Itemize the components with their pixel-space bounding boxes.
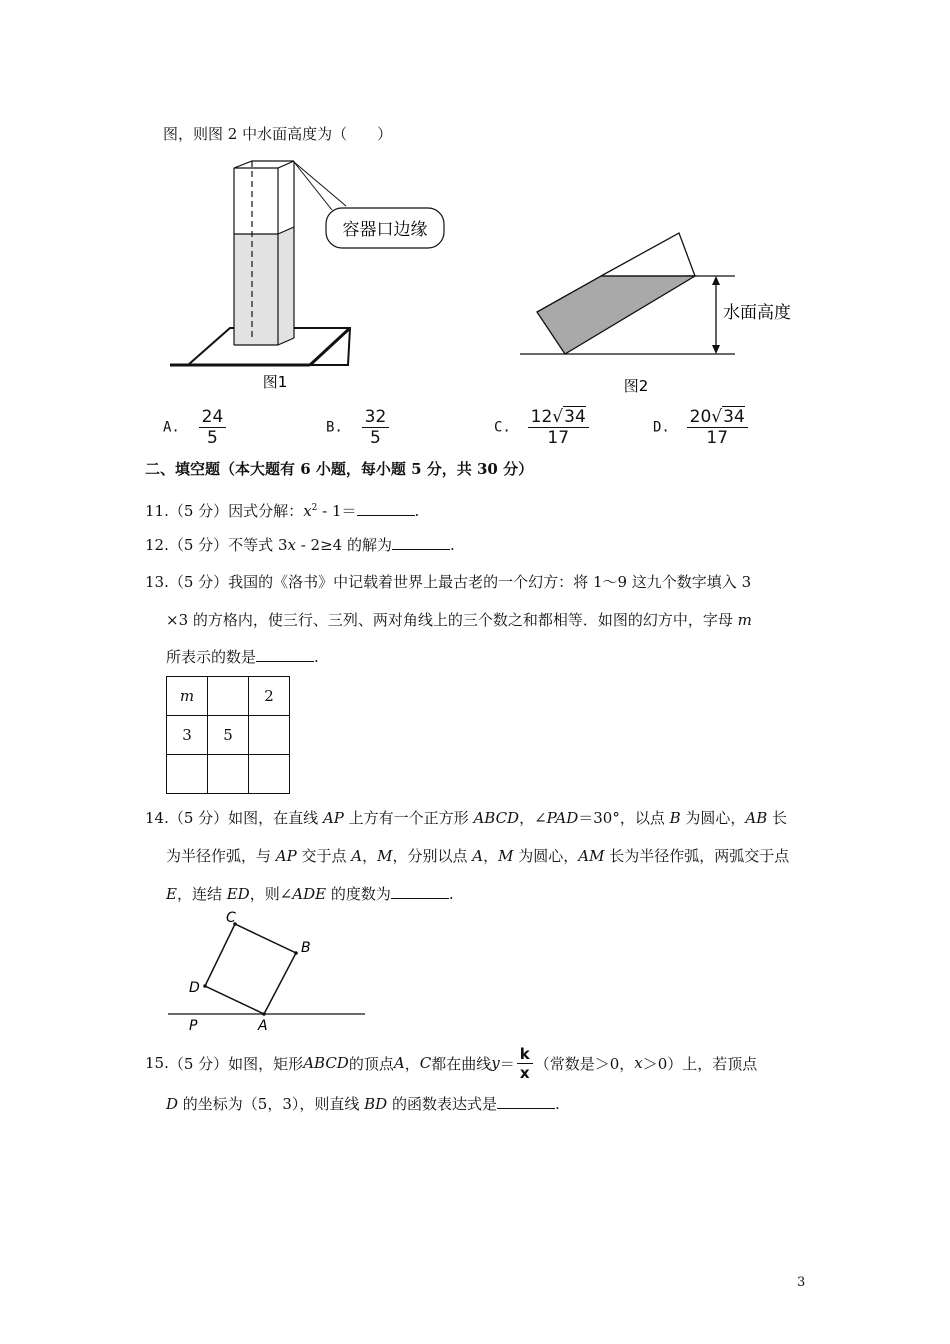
q14-var: ABCD <box>473 809 520 827</box>
fig1-callout-leader-b <box>294 162 346 206</box>
q15-text: ， <box>404 1054 420 1073</box>
q15-frac-denominator: x <box>519 1063 530 1082</box>
fig2-arrow-head-bottom <box>712 345 720 354</box>
fig2-height-label: 水面高度 <box>723 303 791 323</box>
fig2-prism-empty <box>601 233 695 276</box>
q12-number: 12. <box>145 536 169 554</box>
magic-cell: 5 <box>208 716 249 755</box>
q11-sup: 2 <box>311 503 318 513</box>
q14-var: A <box>472 847 484 865</box>
option-c-coef: 12 <box>530 407 553 427</box>
q12-end: . <box>449 536 455 554</box>
option-c-numerator: 12√34 <box>528 407 589 428</box>
q15-text: 如图，矩形 <box>228 1054 304 1073</box>
magic-cell <box>249 755 290 794</box>
option-a-numerator: 24 <box>199 407 227 428</box>
q10-stem: 图，则图 2 中水面高度为（ ） <box>163 125 393 143</box>
option-d-denominator: 17 <box>706 428 729 448</box>
fig2-water <box>537 276 695 354</box>
q15-var: C <box>419 1054 432 1072</box>
q11-answer-blank[interactable] <box>357 501 415 516</box>
q14-var: M <box>498 847 514 865</box>
q15-var: ABCD <box>303 1054 349 1072</box>
option-a[interactable] <box>163 407 226 448</box>
option-c-radicand: 34 <box>564 407 586 427</box>
q14-var: E <box>166 885 177 903</box>
magic-cell: 2 <box>249 677 290 716</box>
q14-point-b <box>294 951 298 955</box>
option-d[interactable] <box>653 407 748 448</box>
q14-var: AP <box>322 809 344 827</box>
q13-number: 13. <box>145 573 169 591</box>
option-d-letter: D. <box>653 419 670 436</box>
q14-number: 14. <box>145 809 169 827</box>
q15-text: 的函数表达式是 <box>387 1095 497 1113</box>
q14-text: ， <box>362 847 378 865</box>
option-d-coef: 20 <box>689 407 712 427</box>
option-b-fraction <box>362 407 390 448</box>
fig2-arrow-head-top <box>712 276 720 285</box>
q13-line3-text: 所表示的数是 <box>166 648 257 666</box>
q11 <box>145 498 419 521</box>
magic-square-row <box>167 755 290 794</box>
option-b-denominator: 5 <box>370 428 381 448</box>
q15-text: ＞0）上，若顶点 <box>642 1054 758 1073</box>
q14-square-abcd <box>205 924 296 1014</box>
option-c-letter: C. <box>494 419 511 436</box>
q15-number: 15. <box>145 1054 169 1072</box>
q14-score: （5 分） <box>168 809 229 827</box>
q14-text: 交于点 <box>296 847 352 865</box>
page-number: 3 <box>797 1275 806 1290</box>
q14-var: ED <box>226 885 250 903</box>
q13-line-1 <box>145 572 751 592</box>
fig1-callout-leader-a <box>294 162 332 210</box>
q14-text: ，∠ <box>519 809 547 827</box>
option-b-numerator: 32 <box>362 407 390 428</box>
q12-rest: - 2≥4 的解为 <box>295 536 392 554</box>
q12 <box>145 535 455 555</box>
q14-label-a: A <box>258 1018 268 1034</box>
q14-point-a <box>262 1012 266 1016</box>
q15-fraction <box>517 1045 533 1082</box>
q11-score: （5 分） <box>168 502 229 520</box>
q14-text: 的度数为 <box>326 885 391 903</box>
option-b[interactable] <box>326 407 389 448</box>
q11-number: 11. <box>145 502 169 520</box>
fig1-callout-text: 容器口边缘 <box>342 220 428 240</box>
q14-line-1 <box>145 808 787 828</box>
q14-label-p: P <box>189 1018 198 1034</box>
q14-line-3 <box>166 884 454 904</box>
q14-label-b: B <box>301 940 311 956</box>
q15-score: （5 分） <box>168 1054 229 1073</box>
q12-score: （5 分） <box>168 536 229 554</box>
q14-text: 为圆心， <box>680 809 746 827</box>
q13-score: （5 分） <box>168 573 229 591</box>
q12-var: x <box>287 536 296 554</box>
q13-line1-text: 我国的《洛书》中记载着世界上最古老的一个幻方：将 1～9 这九个数字填入 3 <box>228 573 752 591</box>
magic-square <box>166 676 290 794</box>
q15-text: 的坐标为（5，3），则直线 <box>178 1095 365 1113</box>
option-a-denominator: 5 <box>207 428 218 448</box>
q14-text: 长 <box>767 809 788 827</box>
fig2-caption: 图2 <box>623 377 649 395</box>
q14-var: PAD <box>546 809 579 827</box>
q11-var: x <box>303 502 312 520</box>
section-2-heading: 二、填空题（本大题有 6 小题，每小题 5 分，共 30 分） <box>145 460 534 478</box>
q15-var: D <box>166 1095 179 1113</box>
q15-var: A <box>393 1054 405 1072</box>
magic-square-row <box>167 716 290 755</box>
q14-text: ，则∠ <box>249 885 293 903</box>
q14-var: AB <box>745 809 768 827</box>
q14-label-d: D <box>189 980 200 996</box>
q14-var: M <box>377 847 393 865</box>
q13-answer-blank[interactable] <box>256 647 314 662</box>
q11-end: . <box>414 502 420 520</box>
option-d-radicand: 34 <box>723 407 745 427</box>
q13-line2-text: ×3 的方格内，使三行、三列、两对角线上的三个数之和都相等．如图的幻方中，字母 <box>166 611 733 629</box>
q14-var: B <box>669 809 681 827</box>
q14-figure <box>165 908 370 1036</box>
q14-text: ＝30°，以点 <box>578 809 670 827</box>
q14-point-d <box>203 984 207 988</box>
option-c[interactable] <box>494 407 589 448</box>
q15-text: 的顶点 <box>348 1054 394 1073</box>
q14-var: AM <box>578 847 605 865</box>
q14-var: ADE <box>292 885 327 903</box>
q15-text: . <box>555 1095 560 1113</box>
q12-text: 不等式 3 <box>228 536 288 554</box>
fig1-caption: 图1 <box>262 373 288 391</box>
magic-cell: 3 <box>167 716 208 755</box>
magic-cell <box>167 755 208 794</box>
q13-line3-end: . <box>314 648 319 666</box>
q13-line-3 <box>166 647 319 667</box>
q15-frac-numerator: k <box>517 1045 533 1064</box>
q14-var: AP <box>275 847 297 865</box>
q13-line-2 <box>166 610 752 630</box>
q11-text: 因式分解： <box>228 502 304 520</box>
magic-cell <box>249 716 290 755</box>
q15-var: y <box>491 1054 500 1072</box>
q14-text: ，分别以点 <box>392 847 473 865</box>
option-c-denominator: 17 <box>547 428 570 448</box>
fig1-prism-top <box>234 161 294 168</box>
option-a-letter: A. <box>163 419 180 436</box>
q12-answer-blank[interactable] <box>392 535 450 550</box>
q15-text: ＝ <box>499 1054 515 1073</box>
q15-var: x <box>634 1054 643 1072</box>
option-d-numerator: 20√34 <box>687 407 748 428</box>
q14-text: 为半径作弧，与 <box>166 847 276 865</box>
q14-text: 长为半径作弧，两弧交于点 <box>604 847 790 865</box>
magic-square-row <box>167 677 290 716</box>
magic-cell <box>208 755 249 794</box>
magic-cell <box>208 677 249 716</box>
q14-answer-blank[interactable] <box>391 884 449 899</box>
q15-text: （常数是＞0， <box>534 1054 635 1073</box>
option-d-fraction <box>687 407 748 448</box>
figure-1 <box>160 150 460 395</box>
q14-text: 为圆心， <box>513 847 579 865</box>
q15-answer-blank[interactable] <box>497 1094 555 1109</box>
q14-text: 如图，在直线 <box>228 809 323 827</box>
q14-text: ，连结 <box>176 885 227 903</box>
fig1-plate-right-edge <box>310 328 350 365</box>
magic-cell: m <box>167 677 208 716</box>
q14-text: 上方有一个正方形 <box>343 809 474 827</box>
q14-label-c: C <box>226 910 236 926</box>
option-c-fraction <box>528 407 589 448</box>
option-b-letter: B. <box>326 419 343 436</box>
q15-text: 都在曲线 <box>431 1054 492 1073</box>
q14-line-2 <box>166 846 789 866</box>
q15-line-1 <box>145 1040 757 1086</box>
q15-var: BD <box>364 1095 388 1113</box>
q14-text: . <box>448 885 454 903</box>
q15-line-2 <box>166 1094 560 1114</box>
q14-text: ， <box>483 847 499 865</box>
q13-line2-var: m <box>737 611 752 629</box>
fig1-water <box>234 227 294 345</box>
option-a-fraction <box>199 407 227 448</box>
figure-2 <box>515 228 815 398</box>
q11-rest: - 1＝ <box>317 502 357 520</box>
q14-var: A <box>351 847 363 865</box>
